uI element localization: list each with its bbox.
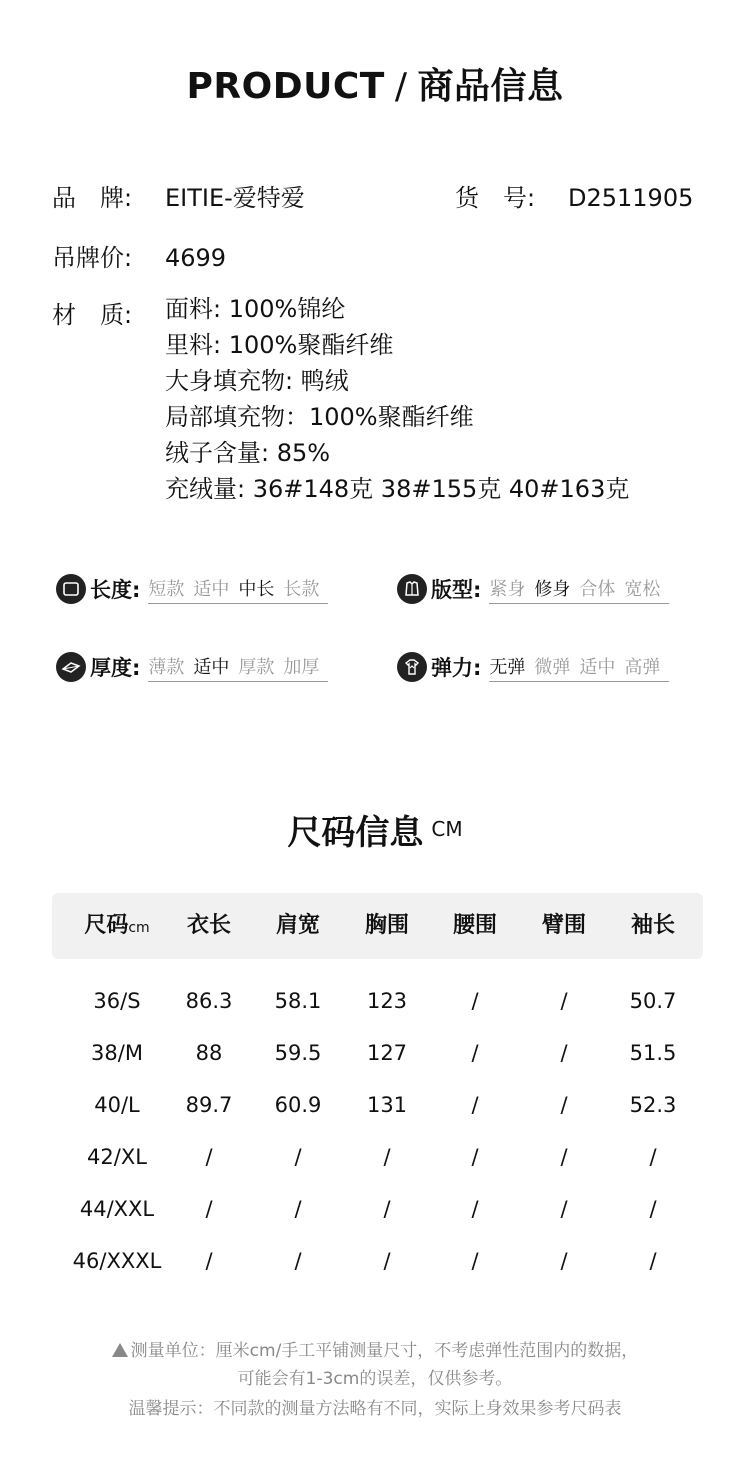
table-cell: /	[294, 1249, 302, 1273]
elasticity-icon	[397, 652, 427, 682]
attribute-label: 版型:	[431, 578, 482, 602]
table-cell: 123	[366, 989, 408, 1013]
table-cell: 36/S	[93, 989, 141, 1013]
table-row	[52, 1183, 703, 1235]
table-cell: /	[649, 1197, 657, 1221]
material-label: 材 质:	[52, 301, 133, 329]
header-cell: 肩宽	[275, 913, 320, 938]
table-cell: 46/XXXL	[72, 1249, 162, 1273]
attribute-option: 高弹	[624, 656, 661, 678]
material-lines	[165, 295, 629, 511]
table-cell: /	[471, 1197, 479, 1221]
table-cell: 89.7	[185, 1093, 233, 1117]
table-cell: 38/M	[91, 1041, 143, 1065]
attribute-option: 修身	[534, 578, 571, 600]
fit-icon	[397, 574, 427, 604]
table-cell: /	[649, 1145, 657, 1169]
size-title-text: 尺码信息	[287, 813, 424, 853]
table-cell: 88	[195, 1041, 223, 1065]
attribute-option: 中长	[238, 578, 275, 600]
sku-row	[455, 178, 693, 213]
attribute-option: 适中	[193, 656, 230, 678]
material-row	[52, 295, 629, 511]
table-cell: 52.3	[629, 1093, 677, 1117]
attribute-label: 厚度:	[90, 656, 141, 680]
table-row	[52, 1079, 703, 1131]
attribute-option: 厚款	[238, 656, 275, 678]
attribute-option: 紧身	[489, 578, 526, 600]
page-title	[0, 58, 750, 109]
attribute-option: 适中	[579, 656, 616, 678]
size-title-unit: CM	[431, 817, 463, 841]
attribute-options	[489, 653, 669, 682]
attribute-option: 适中	[193, 578, 230, 600]
table-cell: 42/XL	[87, 1145, 147, 1169]
table-cell: /	[471, 1041, 479, 1065]
table-cell: /	[649, 1249, 657, 1273]
price-value: 4699	[165, 244, 227, 272]
title-separator: /	[394, 66, 408, 107]
table-cell: /	[560, 989, 568, 1013]
table-cell: /	[560, 1041, 568, 1065]
attribute-option: 长款	[283, 578, 320, 600]
title-en: PRODUCT	[186, 66, 385, 107]
note-line: 可能会有1-3cm的误差，仅供参考。	[237, 1369, 513, 1389]
brand-row	[52, 178, 305, 213]
attribute-label: 长度:	[90, 578, 141, 602]
header-cell: 胸围	[364, 913, 409, 938]
attribute-options	[489, 575, 669, 604]
table-cell: /	[294, 1197, 302, 1221]
table-cell: /	[560, 1093, 568, 1117]
attribute-length	[56, 574, 328, 604]
size-table-header	[52, 893, 703, 959]
material-line: 里料: 100%聚酯纤维	[165, 331, 394, 359]
table-cell: /	[471, 1093, 479, 1117]
table-cell: /	[205, 1145, 213, 1169]
material-line: 大身填充物: 鸭绒	[165, 367, 349, 395]
attribute-option: 薄款	[148, 656, 185, 678]
header-size-unit: cm	[128, 920, 150, 936]
note-text: 测量单位：厘米cm/手工平铺测量尺寸，不考虑弹性范围内的数据，	[130, 1341, 639, 1361]
attribute-elasticity	[397, 652, 669, 682]
brand-label: 品 牌:	[52, 184, 133, 212]
header-cell: 袖长	[630, 913, 675, 938]
table-cell: /	[294, 1145, 302, 1169]
title-cn: 商品信息	[417, 66, 564, 107]
table-row	[52, 1235, 703, 1287]
attribute-options	[148, 653, 328, 682]
table-cell: /	[471, 1145, 479, 1169]
table-cell: /	[560, 1249, 568, 1273]
material-line: 面料: 100%锦纶	[165, 295, 346, 323]
table-cell: /	[383, 1145, 391, 1169]
table-cell: /	[205, 1249, 213, 1273]
table-cell: /	[471, 1249, 479, 1273]
table-cell: 51.5	[629, 1041, 677, 1065]
sku-label: 货 号:	[455, 184, 536, 212]
thickness-icon	[56, 652, 86, 682]
attribute-thickness	[56, 652, 328, 682]
table-cell: /	[383, 1197, 391, 1221]
header-cell: 臂围	[541, 913, 586, 938]
table-cell: /	[205, 1197, 213, 1221]
table-cell: 44/XXL	[79, 1197, 155, 1221]
attribute-label: 弹力:	[431, 656, 482, 680]
attribute-option: 无弹	[489, 656, 526, 678]
attribute-option: 短款	[148, 578, 185, 600]
attribute-option: 宽松	[624, 578, 661, 600]
price-row	[52, 238, 226, 273]
table-cell: /	[560, 1197, 568, 1221]
material-line: 充绒量: 36#148克 38#155克 40#163克	[165, 475, 630, 503]
header-size-label: 尺码	[84, 913, 129, 938]
note-line	[0, 1336, 750, 1361]
header-cell	[72, 893, 162, 959]
note-line: 温馨提示：不同款的测量方法略有不同，实际上身效果参考尺码表	[128, 1399, 622, 1419]
table-row	[52, 975, 703, 1027]
attribute-option: 加厚	[283, 656, 320, 678]
attribute-fit	[397, 574, 669, 604]
table-row	[52, 1131, 703, 1183]
table-cell: 131	[366, 1093, 408, 1117]
header-cell: 腰围	[452, 913, 497, 938]
table-cell: 60.9	[274, 1093, 322, 1117]
header-cell: 衣长	[186, 913, 231, 938]
table-cell: 86.3	[185, 989, 233, 1013]
table-row	[52, 1027, 703, 1079]
brand-value: EITIE-爱特爱	[165, 184, 305, 212]
attribute-option: 微弹	[534, 656, 571, 678]
warning-icon	[112, 1343, 128, 1357]
price-label: 吊牌价:	[52, 244, 133, 272]
table-cell: 58.1	[274, 989, 322, 1013]
size-section-title	[0, 805, 750, 854]
table-cell: 59.5	[274, 1041, 322, 1065]
table-cell: /	[471, 989, 479, 1013]
attribute-option: 合体	[579, 578, 616, 600]
table-cell: /	[560, 1145, 568, 1169]
table-cell: 127	[366, 1041, 408, 1065]
sku-value: D2511905	[568, 184, 694, 212]
table-cell: 50.7	[629, 989, 677, 1013]
material-line: 局部填充物：100%聚酯纤维	[165, 403, 474, 431]
table-cell: /	[383, 1249, 391, 1273]
material-line: 绒子含量: 85%	[165, 439, 331, 467]
table-cell: 40/L	[94, 1093, 140, 1117]
attribute-options	[148, 575, 328, 604]
length-icon	[56, 574, 86, 604]
